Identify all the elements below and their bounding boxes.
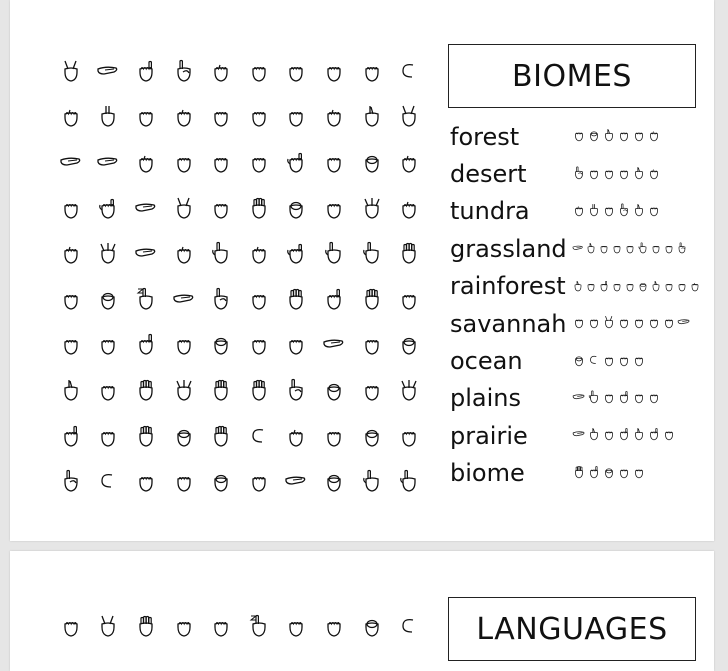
sign-cell-l-icon bbox=[202, 230, 240, 276]
sign-e-icon bbox=[662, 426, 676, 445]
word-label: tundra bbox=[450, 197, 530, 226]
sign-cell-s-icon bbox=[165, 458, 203, 504]
sign-i-icon bbox=[598, 277, 610, 296]
sign-cell-s-icon bbox=[240, 458, 278, 504]
word-label: prairie bbox=[450, 421, 528, 450]
sign-cell-p-icon bbox=[165, 276, 203, 322]
sign-cell-r-icon bbox=[353, 94, 391, 140]
sign-cell-o-icon bbox=[353, 603, 391, 649]
word-fingerspelling bbox=[572, 127, 661, 146]
sign-cell-b-icon bbox=[353, 276, 391, 322]
sign-s-icon bbox=[602, 165, 616, 184]
sign-h-icon bbox=[677, 314, 691, 333]
word-label: grassland bbox=[450, 234, 567, 263]
sign-a-icon bbox=[585, 277, 597, 296]
sign-d-icon bbox=[572, 165, 586, 184]
worksheet-page-languages bbox=[10, 551, 714, 671]
sign-cell-o-icon bbox=[315, 458, 353, 504]
word-list-item bbox=[450, 155, 710, 192]
sign-d-icon bbox=[617, 202, 631, 221]
sign-a-icon bbox=[647, 202, 661, 221]
sign-cell-b-icon bbox=[127, 603, 165, 649]
sign-i-icon bbox=[587, 464, 601, 483]
sign-a-icon bbox=[602, 389, 616, 408]
sign-i-icon bbox=[617, 389, 631, 408]
sign-cell-s-icon bbox=[278, 48, 316, 94]
sign-cell-y-icon bbox=[278, 139, 316, 185]
sign-cell-m-icon bbox=[52, 185, 90, 231]
sign-f-icon bbox=[572, 127, 586, 146]
worksheet-title: LANGUAGES bbox=[448, 597, 696, 661]
sign-r-icon bbox=[602, 127, 616, 146]
sign-cell-s-icon bbox=[202, 185, 240, 231]
word-label: forest bbox=[450, 122, 520, 151]
sign-cell-s-icon bbox=[240, 139, 278, 185]
sign-r-icon bbox=[650, 277, 662, 296]
word-fingerspelling bbox=[572, 277, 701, 296]
sign-r-icon bbox=[572, 277, 584, 296]
word-label: savannah bbox=[450, 309, 567, 338]
sign-o-icon bbox=[587, 127, 601, 146]
sign-cell-t-icon bbox=[390, 139, 428, 185]
sign-o-icon bbox=[637, 277, 649, 296]
sign-cell-l-icon bbox=[353, 458, 391, 504]
sign-cell-m-icon bbox=[90, 367, 128, 413]
sign-cell-q-icon bbox=[127, 185, 165, 231]
sign-cell-o-icon bbox=[315, 367, 353, 413]
sign-e-icon bbox=[602, 352, 616, 371]
sign-n-icon bbox=[611, 277, 623, 296]
sign-cell-t-icon bbox=[240, 230, 278, 276]
sign-e-icon bbox=[617, 127, 631, 146]
sign-cell-e-icon bbox=[278, 603, 316, 649]
sign-cell-e-icon bbox=[127, 458, 165, 504]
sign-i-icon bbox=[647, 426, 661, 445]
sign-cell-s-icon bbox=[315, 48, 353, 94]
sign-cell-a-icon bbox=[353, 322, 391, 368]
sign-u-icon bbox=[587, 202, 601, 221]
sign-cell-g-icon bbox=[278, 458, 316, 504]
sign-cell-b-icon bbox=[202, 413, 240, 459]
sign-o-icon bbox=[572, 352, 586, 371]
sign-i-icon bbox=[617, 426, 631, 445]
sign-r-icon bbox=[632, 165, 646, 184]
sign-cell-b-icon bbox=[390, 230, 428, 276]
sign-s-icon bbox=[676, 277, 688, 296]
sign-s-icon bbox=[572, 314, 586, 333]
sign-cell-a-icon bbox=[278, 94, 316, 140]
word-list-item bbox=[450, 118, 710, 155]
sign-cell-s-icon bbox=[202, 139, 240, 185]
sign-r-icon bbox=[632, 426, 646, 445]
sign-d-icon bbox=[676, 239, 688, 258]
sign-e-icon bbox=[587, 165, 601, 184]
word-label: desert bbox=[450, 160, 527, 189]
sign-letter-grid-partial bbox=[52, 603, 428, 648]
sign-cell-e-icon bbox=[315, 139, 353, 185]
word-list bbox=[450, 118, 710, 492]
sign-e-icon bbox=[663, 277, 675, 296]
sign-s-icon bbox=[647, 389, 661, 408]
sign-e-icon bbox=[632, 464, 646, 483]
sign-o-icon bbox=[602, 464, 616, 483]
sign-cell-s-icon bbox=[90, 413, 128, 459]
sign-cell-t-icon bbox=[127, 139, 165, 185]
sign-cell-t-icon bbox=[390, 185, 428, 231]
sign-cell-t-icon bbox=[165, 230, 203, 276]
worksheet-page-biomes bbox=[10, 0, 714, 541]
sign-a-icon bbox=[598, 239, 610, 258]
sign-t-icon bbox=[647, 165, 661, 184]
sign-cell-g-icon bbox=[52, 139, 90, 185]
sign-cell-k-icon bbox=[90, 603, 128, 649]
word-label: ocean bbox=[450, 347, 523, 376]
sign-cell-y-icon bbox=[90, 185, 128, 231]
sign-cell-o-icon bbox=[202, 322, 240, 368]
sign-a-icon bbox=[587, 314, 601, 333]
sign-l-icon bbox=[637, 239, 649, 258]
sign-cell-w-icon bbox=[165, 367, 203, 413]
sign-cell-y-icon bbox=[278, 230, 316, 276]
sign-cell-o-icon bbox=[353, 139, 391, 185]
sign-cell-t-icon bbox=[52, 230, 90, 276]
sign-cell-i-icon bbox=[127, 322, 165, 368]
sign-cell-d-icon bbox=[278, 367, 316, 413]
sign-cell-e-icon bbox=[165, 322, 203, 368]
sign-cell-e-icon bbox=[127, 94, 165, 140]
sign-r-icon bbox=[632, 202, 646, 221]
sign-f-icon bbox=[624, 277, 636, 296]
sign-cell-z-icon bbox=[240, 603, 278, 649]
sign-t-icon bbox=[647, 127, 661, 146]
word-fingerspelling bbox=[572, 165, 661, 184]
sign-a-icon bbox=[617, 314, 631, 333]
sign-a-icon bbox=[602, 426, 616, 445]
word-list-item bbox=[450, 230, 710, 267]
sign-cell-c-icon bbox=[240, 413, 278, 459]
sign-cell-b-icon bbox=[202, 367, 240, 413]
sign-s-icon bbox=[624, 239, 636, 258]
sign-n-icon bbox=[632, 352, 646, 371]
sign-cell-u-icon bbox=[90, 94, 128, 140]
sign-cell-s-icon bbox=[52, 322, 90, 368]
sign-a-icon bbox=[650, 239, 662, 258]
sign-c-icon bbox=[587, 352, 601, 371]
sign-cell-e-icon bbox=[315, 185, 353, 231]
sign-cell-o-icon bbox=[278, 185, 316, 231]
word-fingerspelling bbox=[572, 202, 661, 221]
sign-cell-k-icon bbox=[390, 94, 428, 140]
sign-cell-l-icon bbox=[390, 458, 428, 504]
sign-cell-c-icon bbox=[390, 48, 428, 94]
sign-cell-m-icon bbox=[353, 48, 391, 94]
sign-cell-s-icon bbox=[315, 603, 353, 649]
sign-cell-e-icon bbox=[240, 94, 278, 140]
word-fingerspelling bbox=[572, 464, 646, 483]
sign-cell-k-icon bbox=[165, 185, 203, 231]
sign-cell-d-icon bbox=[202, 276, 240, 322]
sign-cell-s-icon bbox=[390, 413, 428, 459]
word-list-item bbox=[450, 193, 710, 230]
word-list-item bbox=[450, 268, 710, 305]
sign-cell-b-icon bbox=[127, 413, 165, 459]
sign-cell-e-icon bbox=[240, 48, 278, 94]
sign-cell-m-icon bbox=[353, 367, 391, 413]
sign-n-icon bbox=[647, 314, 661, 333]
sign-cell-b-icon bbox=[240, 185, 278, 231]
sign-cell-t-icon bbox=[165, 94, 203, 140]
word-list-item bbox=[450, 380, 710, 417]
sign-cell-a-icon bbox=[315, 413, 353, 459]
sign-cell-c-icon bbox=[90, 458, 128, 504]
sign-l-icon bbox=[587, 389, 601, 408]
sign-n-icon bbox=[632, 389, 646, 408]
sign-cell-a-icon bbox=[240, 322, 278, 368]
sign-p-icon bbox=[572, 389, 586, 408]
sign-cell-t-icon bbox=[52, 94, 90, 140]
sign-n-icon bbox=[663, 239, 675, 258]
sign-cell-d-icon bbox=[52, 458, 90, 504]
sign-p-icon bbox=[572, 426, 586, 445]
word-list-item bbox=[450, 305, 710, 342]
sign-cell-w-icon bbox=[90, 230, 128, 276]
sign-cell-w-icon bbox=[390, 367, 428, 413]
sign-cell-z-icon bbox=[127, 276, 165, 322]
sign-cell-p-icon bbox=[90, 139, 128, 185]
sign-letter-grid bbox=[52, 48, 428, 504]
sign-r-icon bbox=[587, 426, 601, 445]
sign-cell-i-icon bbox=[127, 48, 165, 94]
sign-cell-l-icon bbox=[353, 230, 391, 276]
sign-t-icon bbox=[689, 277, 701, 296]
sign-cell-s-icon bbox=[90, 322, 128, 368]
sign-t-icon bbox=[572, 202, 586, 221]
sign-cell-r-icon bbox=[52, 367, 90, 413]
sign-r-icon bbox=[585, 239, 597, 258]
sign-s-icon bbox=[632, 127, 646, 146]
sign-cell-h-icon bbox=[127, 230, 165, 276]
sign-cell-o-icon bbox=[390, 322, 428, 368]
sign-cell-o-icon bbox=[353, 413, 391, 459]
sign-s-icon bbox=[611, 239, 623, 258]
sign-cell-s-icon bbox=[202, 94, 240, 140]
sign-cell-w-icon bbox=[353, 185, 391, 231]
sign-m-icon bbox=[617, 464, 631, 483]
sign-cell-s-icon bbox=[52, 276, 90, 322]
sign-v-icon bbox=[602, 314, 616, 333]
sign-cell-t-icon bbox=[202, 48, 240, 94]
sign-cell-i-icon bbox=[315, 276, 353, 322]
sign-cell-s-icon bbox=[165, 603, 203, 649]
word-list-item bbox=[450, 417, 710, 454]
sign-cell-h-icon bbox=[90, 48, 128, 94]
sign-cell-s-icon bbox=[278, 322, 316, 368]
sign-cell-b-icon bbox=[278, 276, 316, 322]
sign-cell-e-icon bbox=[390, 276, 428, 322]
word-label: rainforest bbox=[450, 272, 566, 301]
word-label: biome bbox=[450, 459, 525, 488]
sign-cell-b-icon bbox=[240, 367, 278, 413]
word-list-item bbox=[450, 455, 710, 492]
word-fingerspelling bbox=[572, 239, 688, 258]
word-fingerspelling bbox=[572, 352, 646, 371]
sign-cell-t-icon bbox=[315, 94, 353, 140]
sign-cell-d-icon bbox=[165, 48, 203, 94]
sign-b-icon bbox=[572, 464, 586, 483]
sign-cell-v-icon bbox=[52, 48, 90, 94]
sign-cell-b-icon bbox=[127, 367, 165, 413]
sign-cell-s-icon bbox=[240, 276, 278, 322]
sign-n-icon bbox=[632, 314, 646, 333]
sign-cell-i-icon bbox=[52, 413, 90, 459]
word-fingerspelling bbox=[572, 426, 676, 445]
worksheet-title: BIOMES bbox=[448, 44, 696, 108]
sign-e-icon bbox=[617, 165, 631, 184]
sign-n-icon bbox=[602, 202, 616, 221]
sign-cell-s-icon bbox=[52, 603, 90, 649]
sign-g-icon bbox=[572, 239, 584, 258]
sign-a-icon bbox=[617, 352, 631, 371]
sign-cell-t-icon bbox=[278, 413, 316, 459]
sign-cell-h-icon bbox=[315, 322, 353, 368]
sign-cell-o-icon bbox=[165, 413, 203, 459]
word-fingerspelling bbox=[572, 389, 661, 408]
sign-cell-s-icon bbox=[202, 603, 240, 649]
word-label: plains bbox=[450, 384, 521, 413]
word-list-item bbox=[450, 342, 710, 379]
sign-a-icon bbox=[662, 314, 676, 333]
sign-cell-o-icon bbox=[90, 276, 128, 322]
sign-cell-s-icon bbox=[165, 139, 203, 185]
sign-cell-l-icon bbox=[315, 230, 353, 276]
sign-cell-c-icon bbox=[390, 603, 428, 649]
word-fingerspelling bbox=[572, 314, 691, 333]
sign-cell-o-icon bbox=[202, 458, 240, 504]
